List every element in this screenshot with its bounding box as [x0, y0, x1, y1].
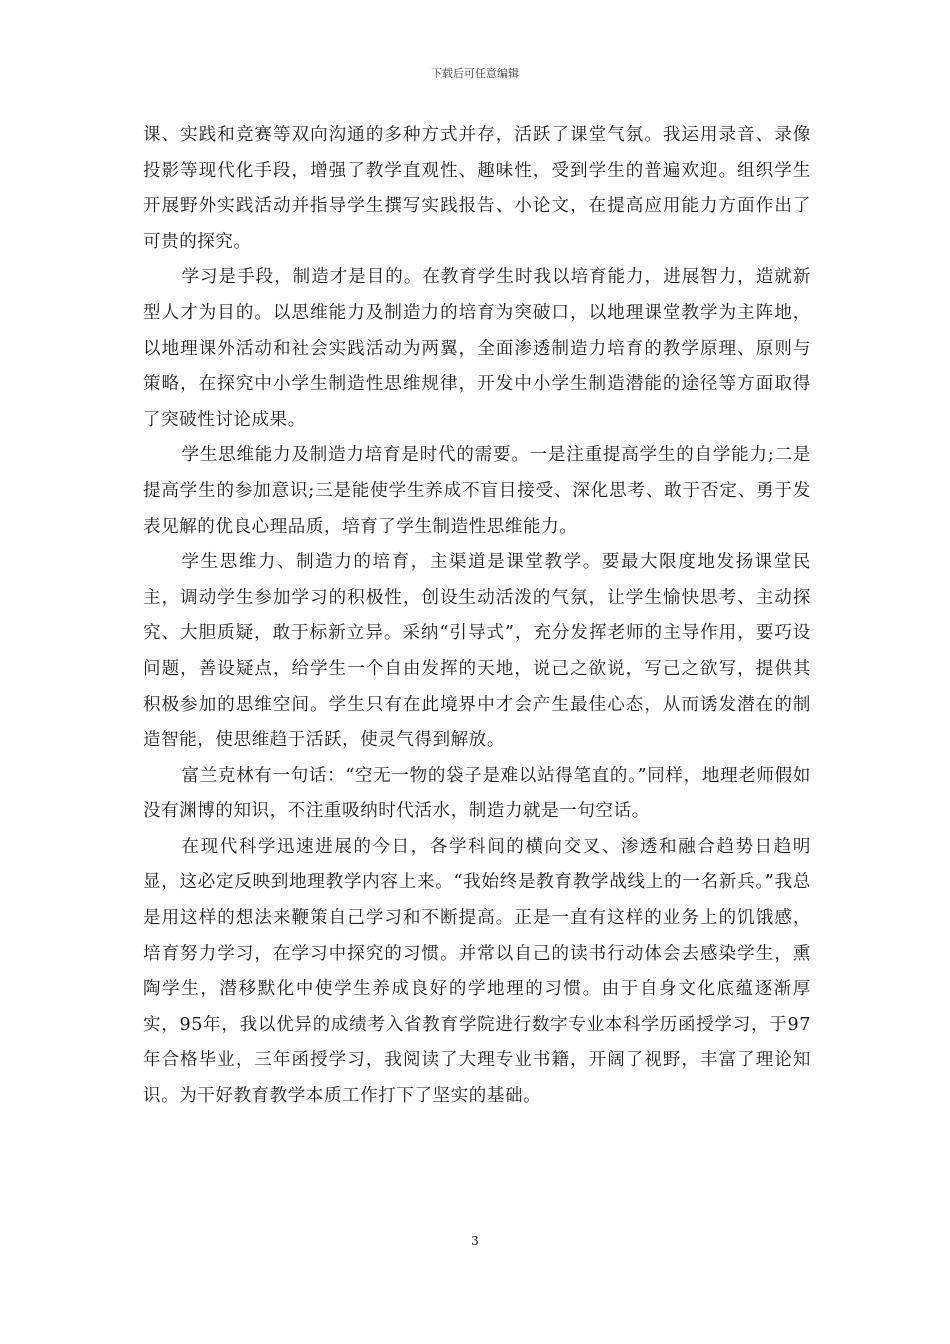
page-header: 下载后可任意编辑 — [431, 67, 519, 80]
paragraph: 学生思维能力及制造力培育是时代的需要。一是注重提高学生的自学能力;二是提高学生的参加意识;三是能使学生养成不盲目接受、深化思考、敢于否定、勇于发表见解的优良心理品质，培育了学生制造性思维能力。 — [143, 445, 811, 537]
paragraph: 学生思维力、制造力的培育，主渠道是课堂教学。要最大限度地发扬课堂民主，调动学生参加学习的积极性，创设生动活泼的气氛，让学生愉快思考、主动探究、大胆质疑，敢于标新立异。采纳“引导式”，充分发挥老师的主导作用，要巧设问题，善设疑点，给学生一个自由发挥的天地，说己之欲说，写己之欲写，提供其积极参加的思维空间。学生只有在此境界中才会产生最佳心态，从而诱发潜在的制造智能，使思维趋于活跃，使灵气得到解放。 — [143, 552, 811, 751]
paragraph-continuation: 课、实践和竞赛等双向沟通的多种方式并存，活跃了课堂气氛。我运用录音、录像投影等现代化手段，增强了教学直观性、趣味性，受到学生的普遍欢迎。组织学生开展野外实践活动并指导学生撰写实践报告、小论文，在提高应用能力方面作出了可贵的探究。 — [143, 125, 811, 252]
paragraph: 富兰克林有一句话：“空无一物的袋子是难以站得笔直的。”同样，地理老师假如没有渊博的知识，不注重吸纳时代活水，制造力就是一句空话。 — [143, 765, 811, 822]
paragraph: 在现代科学迅速进展的今日，各学科间的横向交叉、渗透和融合趋势日趋明显，这必定反映到地理教学内容上来。“我始终是教育教学战线上的一名新兵。”我总是用这样的想法来鞭策自己学习和不断提高。正是一直有这样的业务上的饥饿感，培育努力学习，在学习中探究的习惯。并常以自己的读书行动体会去感染学生，熏陶学生，潜移默化中使学生养成良好的学地理的习惯。由于自身文化底蕴逐渐厚实，95年，我以优异的成绩考入省教育学院进行数字专业本科学历函授学习，于97年合格毕业，三年函授学习，我阅读了大理专业书籍，开阔了视野，丰富了理论知识。为干好教育教学本质工作打下了坚实的基础。 — [143, 836, 811, 1107]
paragraph: 学习是手段，制造才是目的。在教育学生时我以培育能力，进展智力，造就新型人才为目的。以思维能力及制造力的培育为突破口，以地理课堂教学为主阵地，以地理课外活动和社会实践活动为两翼，全面渗透制造力培育的教学原理、原则与策略，在探究中小学生制造性思维规律，开发中小学生制造潜能的途径等方面取得了突破性讨论成果。 — [143, 267, 811, 430]
document-body — [143, 118, 811, 1115]
page-number: 3 — [471, 1234, 479, 1248]
